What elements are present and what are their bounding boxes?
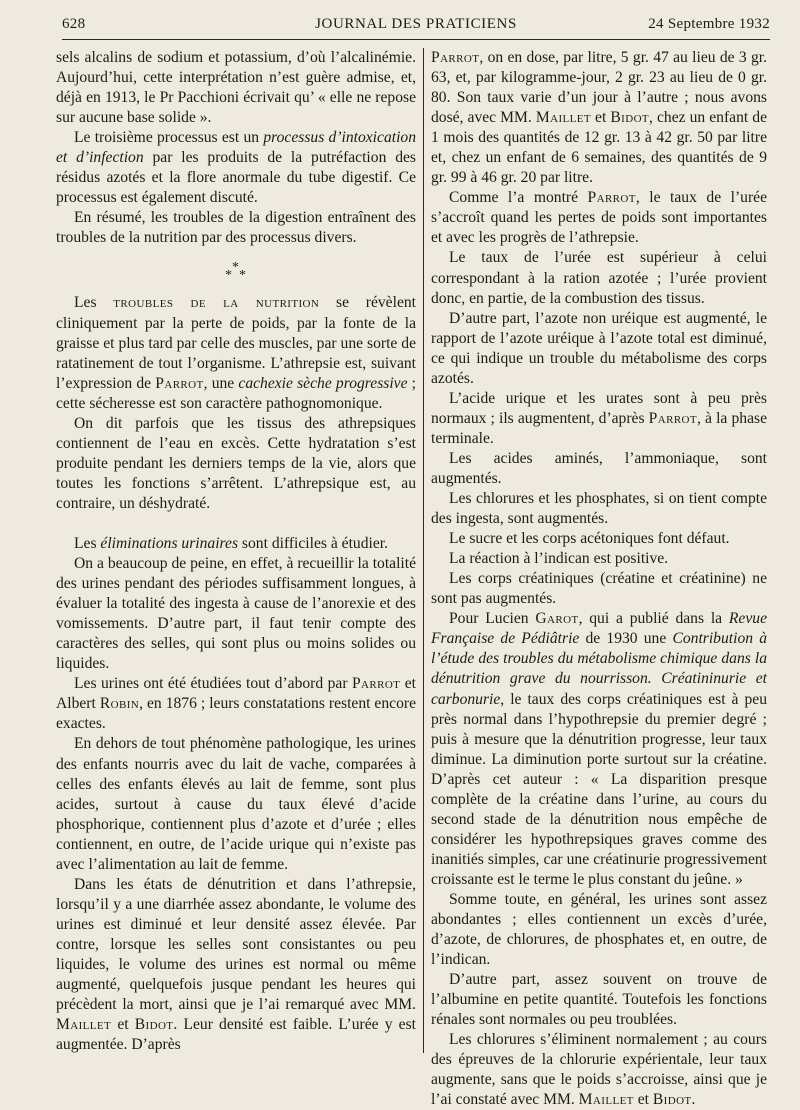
page-number: 628 bbox=[62, 16, 86, 32]
paragraph: Le sucre et les corps acétoniques font défaut. bbox=[449, 530, 730, 548]
emphasis: cachexie sèche progressive bbox=[238, 374, 408, 392]
paragraph: Les corps créatiniques (créatine et créatinine) ne sont pas augmentés. bbox=[431, 570, 767, 608]
paragraph: Les acides aminés, l’ammoniaque, sont augmentés. bbox=[431, 449, 767, 487]
paragraph: L’acide urique et les urates sont à peu près normaux ; ils augmentent, d’après Parrot, à la phase terminale. bbox=[431, 389, 767, 447]
paragraph: Dans les états de dénutrition et dans l’athrepsie, lorsqu’il y a une diarrhée assez abondante, le volume des urines est diminué et leur densité assez élevée. Par contre, lorsque les selles sont consistantes ou peu liquides, le volume des urines est normal ou même augmenté, quelquefois jusque pendant les heures qui précèdent la mort, ainsi que je l’ai remarqué avec MM. Maillet et Bidot. Leur densité est faible. L’urée y est augmentée. D’après bbox=[56, 875, 416, 1054]
author-name: Parrot bbox=[155, 374, 204, 392]
section-separator-asterisks: * * * bbox=[225, 260, 246, 284]
paragraph: En résumé, les troubles de la digestion entraînent des troubles de la nutrition par des processus divers. bbox=[56, 209, 416, 247]
paragraph: On dit parfois que les tissus des athrepsiques contiennent de l’eau en excès. Cette hydratation s’est produite pendant les derniers temps de la vie, alors que toutes les fonctions s’arrêtent. L’athrepsique est, au contraire, un déshydraté. bbox=[56, 414, 416, 512]
paragraph: Les éliminations urinaires sont difficiles à étudier. bbox=[74, 534, 389, 552]
author-name: Parrot bbox=[351, 675, 401, 693]
author-name: Maillet bbox=[535, 109, 591, 127]
left-column bbox=[56, 48, 416, 1055]
author-name: Parrot bbox=[648, 409, 698, 427]
paragraph: Le troisième processus est un processus d’intoxication et d’infection par les produits de la putréfaction des résidus azotés et la flore anormale du tube digestif. Ce processus est également discuté. bbox=[56, 129, 416, 207]
author-name: Parrot bbox=[587, 189, 636, 207]
small-caps-term: troubles de la nutrition bbox=[113, 294, 320, 312]
journal-title-emphasis: Revue Française de Pédiâtrie bbox=[431, 610, 767, 648]
paragraph: Les troubles de la nutrition se révèlent cliniquement par la perte de poids, par la fonte de la graisse et plus tard par celle des muscles, par une sorte de ratatinement de tout l’organisme. L’athrepsie est, suivant l’expression de Parrot, une cachexie sèche progressive ; cette sécheresse est son caractère pathognomonique. bbox=[56, 294, 417, 412]
emphasis: éliminations urinaires bbox=[100, 534, 239, 552]
paragraph: Le taux de l’urée est supérieur à celui correspondant à la ration azotée ; l’urée provient donc, en partie, de la combustion des tissus. bbox=[431, 249, 767, 307]
author-name: Garot bbox=[535, 610, 579, 628]
paragraph: D’autre part, l’azote non uréique est augmenté, le rapport de l’azote uréique à l’azote total est diminué, ce qui indique un trouble du métabolisme des corps azotés. bbox=[431, 309, 767, 387]
emphasis: processus d’intoxication et d’infection bbox=[56, 129, 416, 167]
author-name: Maillet bbox=[578, 1091, 634, 1109]
issue-date: 24 Septembre 1932 bbox=[648, 16, 770, 32]
column-divider bbox=[423, 48, 424, 1053]
right-column bbox=[431, 48, 767, 1110]
paragraph: En dehors de tout phénomène pathologique, les urines des enfants nourris avec du lait de vache, comparées à celles des enfants élevés au lait de femme, sont plus acides, surtout à cause du taux élevé d’acide phosphorique, contiennent plus d’azote et d’urée ; elles contiennent, en outre, de l’acide urique qui n’existe pas avec l’alimentation au lait de femme. bbox=[56, 735, 416, 873]
paragraph: La réaction à l’indican est positive. bbox=[449, 550, 669, 568]
author-name: Robin bbox=[99, 695, 140, 713]
author-name: Bidot bbox=[134, 1016, 174, 1034]
journal-title: JOURNAL DES PRATICIENS bbox=[315, 16, 517, 32]
paragraph: Les chlorures et les phosphates, si on tient compte des ingesta, sont augmentés. bbox=[431, 490, 767, 528]
paragraph: On a beaucoup de peine, en effet, à recueillir la totalité des urines pendant des périodes suffisamment longues, à évaluer la totalité des ingesta à cause de l’anorexie et des vomissements. D’autre part, il faut tenir compte des caractères des selles, qui sont plus ou moins solides ou liquides. bbox=[56, 555, 416, 673]
author-name: Parrot bbox=[431, 49, 480, 66]
paragraph: Pour Lucien Garot, qui a publié dans la Revue Française de Pédiâtrie de 1930 une Contribution à l’étude des troubles du métabolisme chimique dans la dénutrition grave du nourrisson. Créatininurie et carbonurie, le taux des corps créatiniques est à peu près normal dans l’hypothrepsie du premier degré ; puis à mesure que la dénutrition progresse, leur taux diminue. La diminution porte surtout sur la créatine. D’après cet auteur : « La disparition presque complète de la créatine dans l’urine, au cours du second stade de la dénutrition nous empêche de considérer les hypothrepsiques graves comme des inanitiés simples, car une créatinurie progressivement croissante est le terme le plus constant du jeûne. » bbox=[431, 610, 768, 888]
author-name: Bidot bbox=[610, 109, 650, 127]
author-name: Bidot bbox=[652, 1091, 692, 1109]
paragraph: Les chlorures s’éliminent normalement ; au cours des épreuves de la chlorurie expérientale, leur taux augmente, sans que le poids s’accroisse, ainsi que je l’ai constaté avec MM. Maillet et Bidot. bbox=[431, 1031, 767, 1109]
header-rule bbox=[62, 39, 770, 40]
paragraph: sels alcalins de sodium et potassium, d’où l’alcalinémie. Aujourd’hui, cette interprétation n’est guère admise, et, déjà en 1913, le Pr Pacchioni écrivait qu’ « elle ne repose sur aucune base solide ». bbox=[56, 49, 416, 127]
paragraph: Somme toute, en général, les urines sont assez abondantes ; elles contiennent un excès d’urée, d’azote, de chlorures, de phosphates et, en outre, de l’indican. bbox=[431, 890, 767, 969]
paragraph: Les urines ont été étudiées tout d’abord par Parrot et Albert Robin, en 1876 ; leurs constatations restent encore exactes. bbox=[56, 675, 416, 733]
paragraph: Parrot, on en dose, par litre, 5 gr. 47 au lieu de 3 gr. 63, et, par kilogramme-jour, 2 gr. 23 au lieu de 0 gr. 80. Son taux varie d’un jour à l’autre ; nous avons dosé, avec MM. Maillet et Bidot, chez un enfant de 1 mois des quantités de 12 gr. 13 à 42 gr. 50 par litre et, chez un enfant de 6 semaines, des quantités de 9 gr. 99 à 46 gr. 20 par litre. bbox=[431, 49, 767, 187]
paragraph: Comme l’a montré Parrot, le taux de l’urée s’accroît quand les pertes de poids sont importantes et avec les progrès de l’athrepsie. bbox=[431, 189, 767, 247]
paragraph: D’autre part, assez souvent on trouve de l’albumine en petite quantité. Toutefois les fonctions rénales sont normales ou peu troublées. bbox=[431, 971, 767, 1029]
running-header bbox=[62, 14, 770, 38]
emphasis: Contribution à l’étude des troubles du métabolisme chimique dans la dénutrition grave du nourrisson. Créatininurie et carbonurie bbox=[431, 630, 768, 708]
author-name: Maillet bbox=[56, 1016, 112, 1034]
